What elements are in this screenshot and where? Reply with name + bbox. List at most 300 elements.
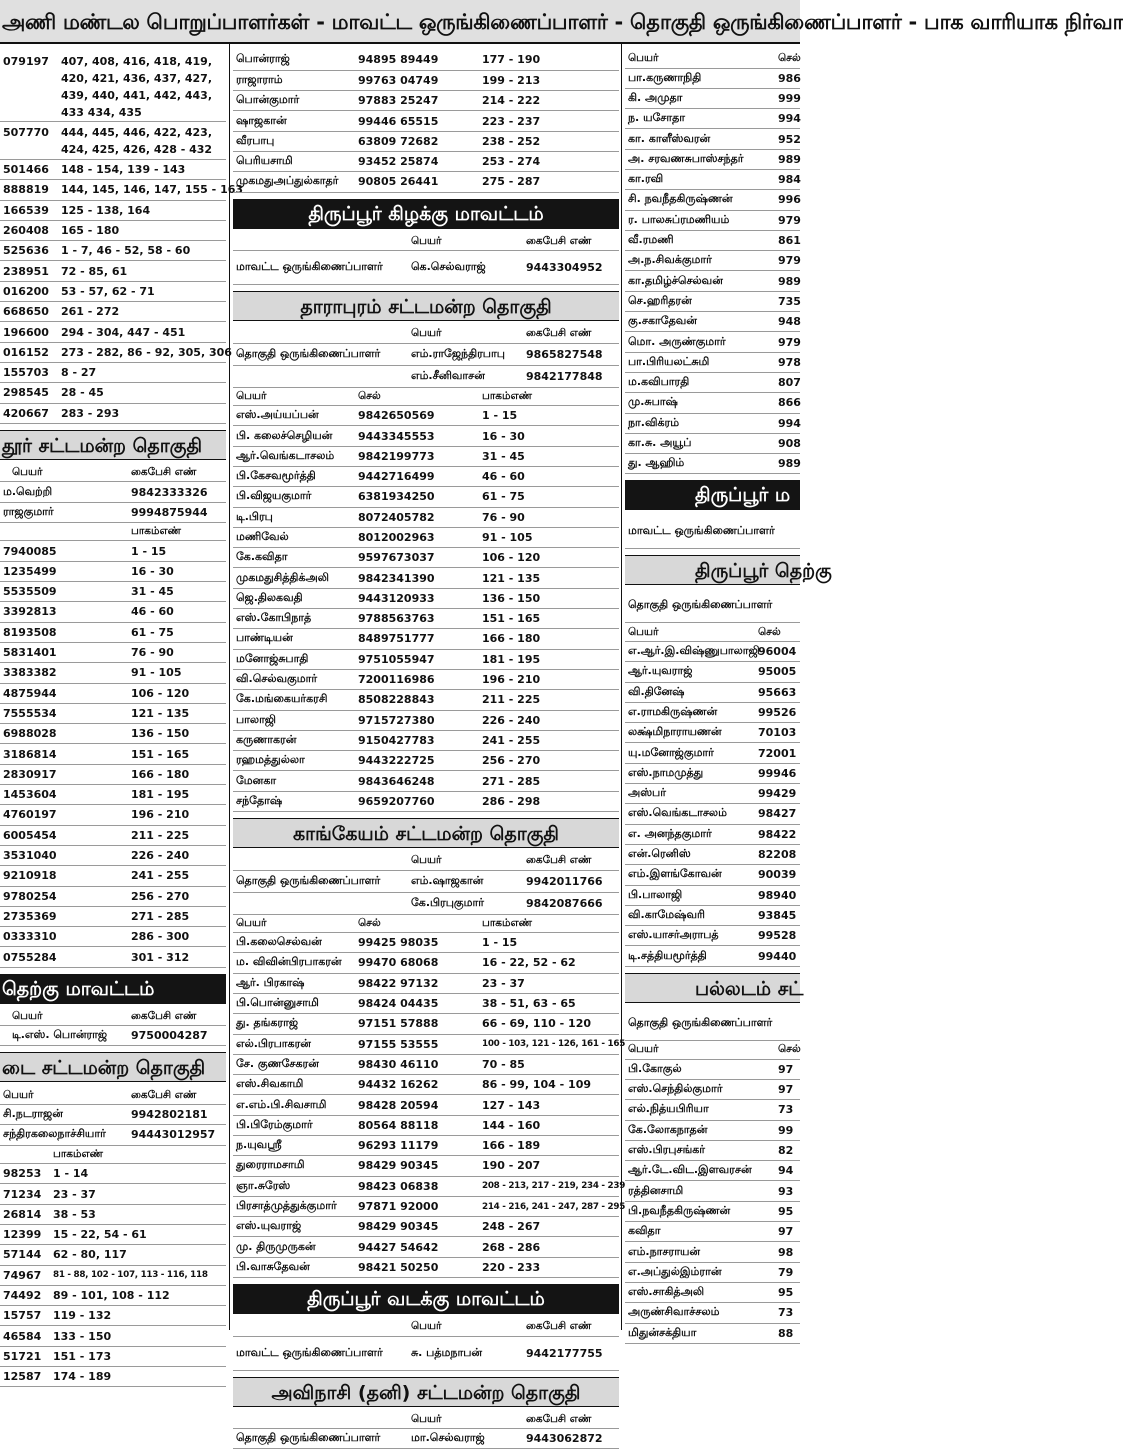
header-phone: கைபேசி எண் xyxy=(523,1318,619,1336)
cell-name: மு.சுபாஷ் xyxy=(625,393,775,413)
cell-booths: 76 - 90 xyxy=(128,642,226,662)
cell-booths: 181 - 195 xyxy=(128,785,226,805)
cell-name: எ. அனந்தகுமார் xyxy=(625,824,755,844)
cell-booths: 241 - 255 xyxy=(479,730,619,750)
cell-phone: 99763 04749 xyxy=(355,70,479,90)
table-row xyxy=(0,1164,226,1184)
table-row xyxy=(625,1161,800,1181)
cell-phone: 98428 20594 xyxy=(355,1095,479,1115)
cell-booths: 286 - 300 xyxy=(128,927,226,947)
cell-phone: 99446 65515 xyxy=(355,111,479,131)
booth-table xyxy=(625,623,800,966)
table-header xyxy=(625,1041,800,1059)
cell-booths: 223 - 237 xyxy=(479,111,619,131)
cell-phone: 989 xyxy=(775,454,800,474)
table-header xyxy=(0,1008,226,1026)
cell-phone: 9210918 xyxy=(0,866,128,886)
table-row xyxy=(625,332,800,352)
cell-booths: 1 - 15 xyxy=(479,406,619,426)
cell-name: எம்.சீனிவாசன் xyxy=(408,365,523,387)
booth-table xyxy=(0,50,244,424)
cell-phone: 7555534 xyxy=(0,703,128,723)
cell-phone: 996 xyxy=(775,190,800,210)
cell-name: ந.யுவஸ்ரீ xyxy=(233,1135,355,1155)
cell-name: எ.ராமகிருஷ்ணன் xyxy=(625,702,755,722)
cell-name: ராஜாராம் xyxy=(233,70,355,90)
table-row xyxy=(625,1140,800,1160)
table-row xyxy=(0,724,226,744)
cell-phone: 9443120933 xyxy=(355,588,479,608)
role-label: மாவட்ட ஒருங்கிணைப்பாளர் xyxy=(625,514,800,548)
cell-phone: 166539 xyxy=(0,200,58,220)
cell-phone: 079197 xyxy=(0,50,58,122)
cell-phone: 72001 xyxy=(755,743,800,763)
cell-phone: 98422 xyxy=(755,824,800,844)
cell-phone: 298545 xyxy=(0,383,58,403)
cell-phone: 6005454 xyxy=(0,825,128,845)
cell-phone: 5831401 xyxy=(0,642,128,662)
cell-booths: 66 - 69, 110 - 120 xyxy=(479,1014,619,1034)
cell-name: பி.கேசவமூர்த்தி xyxy=(233,466,355,486)
booth-table xyxy=(233,388,619,812)
cell-phone: 948 xyxy=(775,312,800,332)
coordinator-row xyxy=(233,1429,619,1449)
column-divider xyxy=(229,44,230,1330)
cell-phone: 4760197 xyxy=(0,805,128,825)
cell-booths: 144, 145, 146, 147, 155 - 163 xyxy=(58,180,226,200)
table-row xyxy=(625,169,800,189)
cell-name: ஞா.சுரேஸ் xyxy=(233,1176,355,1196)
cell-phone: 9150427783 xyxy=(355,730,479,750)
cell-booths: 444, 445, 446, 422, 423, 424, 425, 426, 428 - 432 xyxy=(58,122,226,160)
cell-booths: 148 - 154, 139 - 143 xyxy=(58,160,226,180)
header-phone: கைபேசி எண் xyxy=(128,1086,226,1104)
header-phone: கைபேசி எண் xyxy=(523,852,619,870)
cell-booths: 91 - 105 xyxy=(479,527,619,547)
cell-booths: 23 - 37 xyxy=(479,973,619,993)
cell-booths: 196 - 210 xyxy=(128,805,226,825)
cell-phone: 420667 xyxy=(0,403,58,423)
header-booth: பாகம்எண் xyxy=(479,915,619,933)
cell-phone: 989 xyxy=(775,271,800,291)
table-row xyxy=(233,507,619,527)
cell-phone: 95663 xyxy=(755,682,800,702)
cell-booths: 407, 408, 416, 418, 419, 420, 421, 436, 437, 427, 439, 440, 441, 442, 443, 433 434, 435 xyxy=(58,50,226,122)
cell-phone: 98 xyxy=(775,1242,800,1262)
table-row xyxy=(0,160,226,180)
cell-booths: 136 - 150 xyxy=(479,588,619,608)
cell-name: என்.ரெனிஸ் xyxy=(625,844,755,864)
cell-booths: 62 - 80, 117 xyxy=(50,1245,226,1265)
cell-phone: 9843646248 xyxy=(355,771,479,791)
coordinator-phone: 9443062872 xyxy=(523,1429,619,1449)
cell-booths: 261 - 272 xyxy=(58,302,226,322)
cell-phone: 88 xyxy=(775,1323,800,1343)
table-row xyxy=(625,372,800,392)
table-row xyxy=(0,866,226,886)
cell-booths: 70 - 85 xyxy=(479,1054,619,1074)
cell-name: பி.கோகுல் xyxy=(625,1059,775,1079)
cell-booths: 1 - 7, 46 - 52, 58 - 60 xyxy=(58,241,226,261)
cell-booths: 166 - 189 xyxy=(479,1135,619,1155)
role-label: மாவட்ட ஒருங்கிணைப்பாளர் xyxy=(233,1336,408,1370)
coordinator-phone: 9442177755 xyxy=(523,1336,619,1370)
table-row xyxy=(625,291,800,311)
cell-phone: 80564 88118 xyxy=(355,1115,479,1135)
cell-booths: 199 - 213 xyxy=(479,70,619,90)
table-row xyxy=(233,1156,619,1176)
header-name: பெயர் xyxy=(408,1411,523,1429)
role-label xyxy=(233,892,408,914)
coordinator-table xyxy=(233,1411,619,1449)
header-blank xyxy=(233,325,408,343)
cell-booths: 86 - 99, 104 - 109 xyxy=(479,1075,619,1095)
cell-name: எ.அப்துல்இம்ரான் xyxy=(625,1262,775,1282)
cell-phone: 9842087666 xyxy=(523,892,619,914)
section-title: டை சட்டமன்ற தொகுதி xyxy=(0,1052,226,1082)
cell-phone: 95 xyxy=(775,1282,800,1302)
table-row xyxy=(625,662,800,682)
table-row xyxy=(233,1196,619,1216)
table-row xyxy=(233,131,619,151)
booth-table xyxy=(0,1146,226,1388)
header-cell: செல் xyxy=(755,623,800,641)
table-row xyxy=(625,129,800,149)
table-row xyxy=(625,804,800,824)
cell-phone: 99440 xyxy=(755,946,800,966)
header-name: பெயர் xyxy=(408,852,523,870)
table-row xyxy=(0,541,226,561)
table-row xyxy=(0,1265,226,1285)
cell-phone: 8508228843 xyxy=(355,690,479,710)
role-label: மாவட்ட ஒருங்கிணைப்பாளர் xyxy=(233,251,408,285)
cell-name: எஸ்.நாமமுத்து xyxy=(625,763,755,783)
cell-phone: 12399 xyxy=(0,1224,50,1244)
table-header xyxy=(233,1318,619,1336)
table-row xyxy=(625,723,800,743)
cell-booths: 121 - 135 xyxy=(128,703,226,723)
table-row xyxy=(233,548,619,568)
coordinator-table xyxy=(0,1086,226,1145)
cell-phone: 7200116986 xyxy=(355,669,479,689)
table-row xyxy=(233,111,619,131)
cell-booths: 38 - 51, 63 - 65 xyxy=(479,993,619,1013)
cell-phone: 95 xyxy=(775,1201,800,1221)
table-header xyxy=(0,1086,226,1104)
cell-phone: 90039 xyxy=(755,865,800,885)
coordinator-table xyxy=(625,1007,800,1042)
table-row xyxy=(0,947,226,967)
cell-phone: 99425 98035 xyxy=(355,933,479,953)
cell-phone: 989 xyxy=(775,149,800,169)
cell-phone: 4875944 xyxy=(0,683,128,703)
cell-name: வி.தினேஷ் xyxy=(625,682,755,702)
table-row xyxy=(233,953,619,973)
booth-table xyxy=(0,523,226,968)
table-header xyxy=(233,1411,619,1429)
coordinator-name: டி.எஸ். பொன்ராஜ் xyxy=(0,1026,128,1046)
cell-phone: 9788563763 xyxy=(355,609,479,629)
table-header xyxy=(233,388,619,406)
coordinator-row xyxy=(233,1336,619,1370)
cell-name: ம.வெற்றி xyxy=(0,482,128,502)
cell-name: பாண்டியன் xyxy=(233,629,355,649)
table-row xyxy=(625,454,800,474)
table-row xyxy=(233,791,619,811)
cell-name: பி.விஜயகுமார் xyxy=(233,487,355,507)
cell-phone: 15757 xyxy=(0,1306,50,1326)
table-row xyxy=(0,261,226,281)
cell-name: எ.ஆர்.இ.விஷ்ணுபாலாஜி xyxy=(625,641,755,661)
table-row xyxy=(233,629,619,649)
cell-phone: 238951 xyxy=(0,261,58,281)
cell-phone: 82 xyxy=(775,1140,800,1160)
header-blank xyxy=(233,852,408,870)
table-row xyxy=(0,785,226,805)
table-row xyxy=(233,446,619,466)
cell-phone: 1453604 xyxy=(0,785,128,805)
cell-phone: 99526 xyxy=(755,702,800,722)
table-row xyxy=(625,1222,800,1242)
role-label: தொகுதி ஒருங்கிணைப்பாளர் xyxy=(625,1007,800,1041)
coordinator-table xyxy=(233,325,619,388)
table-row xyxy=(0,383,226,403)
table-row xyxy=(233,91,619,111)
cell-name: எல்.பிரபாகரன் xyxy=(233,1034,355,1054)
table-row xyxy=(0,744,226,764)
cell-name: வி.காமேஷ்வரி xyxy=(625,905,755,925)
table-row xyxy=(233,151,619,171)
cell-booths: 214 - 216, 241 - 247, 287 - 295 xyxy=(479,1196,619,1216)
cell-name: எஸ்.யாசர்அராபத் xyxy=(625,926,755,946)
cell-phone: 98940 xyxy=(755,885,800,905)
table-row xyxy=(625,763,800,783)
header-name: பெயர் xyxy=(0,1086,128,1104)
table-row xyxy=(0,50,226,122)
cell-name: எம்.ராஜேந்திரபாபு xyxy=(408,343,523,365)
header-blank xyxy=(0,523,128,541)
cell-name: ஜெ.திலகவதி xyxy=(233,588,355,608)
cell-name: அ. சரவணசுபாஸ்சந்தர் xyxy=(625,149,775,169)
cell-booths: 181 - 195 xyxy=(479,649,619,669)
cell-name: மிதுன்சக்தியா xyxy=(625,1323,775,1343)
cell-phone: 97151 57888 xyxy=(355,1014,479,1034)
table-row xyxy=(625,682,800,702)
table-row xyxy=(233,1115,619,1135)
cell-booths: 133 - 150 xyxy=(50,1326,226,1346)
cell-name: துரைராமசாமி xyxy=(233,1156,355,1176)
cell-phone: 5535509 xyxy=(0,582,128,602)
cell-name: எம்.நாசராயன் xyxy=(625,1242,775,1262)
cell-name: எஸ்.யுவராஜ் xyxy=(233,1217,355,1237)
cell-name: எம்.இளங்கோவன் xyxy=(625,865,755,885)
role-label: தொகுதி ஒருங்கிணைப்பாளர் xyxy=(233,1429,408,1449)
cell-name: கருணாகரன் xyxy=(233,730,355,750)
cell-phone: 73 xyxy=(775,1303,800,1323)
table-row xyxy=(233,1257,619,1277)
cell-phone: 994 xyxy=(775,413,800,433)
header-name: பெயர் xyxy=(625,623,755,641)
cell-name: மனோஜ்சுபாதி xyxy=(233,649,355,669)
cell-name: ரத்தினசாமி xyxy=(625,1181,775,1201)
cell-booths: 8 - 27 xyxy=(58,362,226,382)
header-cell: செல் xyxy=(355,388,479,406)
cell-name: பொன்குமார் xyxy=(233,91,355,111)
table-header xyxy=(233,852,619,870)
cell-phone: 46584 xyxy=(0,1326,50,1346)
cell-booths: 16 - 22, 52 - 62 xyxy=(479,953,619,973)
table-row xyxy=(0,342,226,362)
cell-name: எ.எம்.பி.சிவசாமி xyxy=(233,1095,355,1115)
table-row xyxy=(625,251,800,271)
cell-name: ராஜகுமார் xyxy=(0,502,128,522)
table-row xyxy=(625,702,800,722)
cell-phone: 9994875944 xyxy=(128,502,226,522)
header-name: பெயர் xyxy=(233,388,355,406)
table-row xyxy=(233,710,619,730)
cell-phone: 98427 xyxy=(755,804,800,824)
coordinator-name: மா.செல்வராஜ் xyxy=(408,1429,523,1449)
cell-booths: 177 - 190 xyxy=(479,50,619,70)
cell-name: ர. பாலசுப்ரமணியம் xyxy=(625,210,775,230)
cell-phone: 9842333326 xyxy=(128,482,226,502)
cell-booths: 268 - 286 xyxy=(479,1237,619,1257)
cell-phone: 979 xyxy=(775,332,800,352)
cell-phone: 8012002963 xyxy=(355,527,479,547)
table-row xyxy=(0,683,226,703)
cell-name: ந. யசோதா xyxy=(625,109,775,129)
table-row xyxy=(233,690,619,710)
cell-phone: 97 xyxy=(775,1079,800,1099)
cell-phone: 93 xyxy=(775,1181,800,1201)
cell-phone: 1235499 xyxy=(0,561,128,581)
coordinator-name: கெ.செல்வராஜ் xyxy=(408,251,523,285)
cell-name: கே.லோகநாதன் xyxy=(625,1120,775,1140)
cell-phone: 99429 xyxy=(755,784,800,804)
table-header xyxy=(233,915,619,933)
cell-name: கா.தமிழ்ச்செல்வன் xyxy=(625,271,775,291)
cell-phone: 8193508 xyxy=(0,622,128,642)
cell-booths: 61 - 75 xyxy=(128,622,226,642)
table-row xyxy=(0,602,226,622)
cell-booths: 253 - 274 xyxy=(479,151,619,171)
cell-booths: 151 - 165 xyxy=(128,744,226,764)
table-row xyxy=(0,281,226,301)
table-row xyxy=(0,622,226,642)
cell-booths: 119 - 132 xyxy=(50,1306,226,1326)
cell-phone: 94 xyxy=(775,1161,800,1181)
cell-phone: 9842177848 xyxy=(523,365,619,387)
cell-phone: 994 xyxy=(775,109,800,129)
cell-name: பொன்ராஜ் xyxy=(233,50,355,70)
section-title: திருப்பூர் தெற்கு xyxy=(625,555,800,585)
section-title: திருப்பூர் ம xyxy=(625,480,800,510)
cell-phone: 99 xyxy=(775,1120,800,1140)
cell-booths: 46 - 60 xyxy=(128,602,226,622)
booth-table xyxy=(233,915,626,1279)
coordinator-row xyxy=(0,1125,226,1145)
header-phone: கைபேசி எண் xyxy=(523,1411,619,1429)
cell-name: வீ.ரமணி xyxy=(625,230,775,250)
cell-booths: 16 - 30 xyxy=(479,426,619,446)
header-name: பெயர் xyxy=(625,1041,775,1059)
cell-phone: 99946 xyxy=(755,763,800,783)
header-cell: செல் xyxy=(355,915,479,933)
cell-phone: 9842341390 xyxy=(355,568,479,588)
header-phone: கைபேசி எண் xyxy=(128,1008,226,1026)
coordinator-phone: 9443304952 xyxy=(523,251,619,285)
table-row xyxy=(625,1242,800,1262)
header-name: பெயர் xyxy=(408,233,523,251)
cell-name: எஸ்.பிரபுசங்கர் xyxy=(625,1140,775,1160)
cell-phone: 94427 54642 xyxy=(355,1237,479,1257)
table-row xyxy=(233,406,619,426)
table-row xyxy=(625,210,800,230)
cell-phone: 9751055947 xyxy=(355,649,479,669)
cell-phone: 93845 xyxy=(755,905,800,925)
cell-phone: 6988028 xyxy=(0,724,128,744)
cell-name: கா.ரவி xyxy=(625,169,775,189)
table-row xyxy=(625,743,800,763)
table-row xyxy=(0,1204,226,1224)
cell-phone: 9865827548 xyxy=(523,343,619,365)
cell-booths: 121 - 135 xyxy=(479,568,619,588)
header-name: பெயர் xyxy=(233,915,355,933)
cell-name: பிரசாத்முத்துக்குமார் xyxy=(233,1196,355,1216)
cell-booths: 273 - 282, 86 - 92, 305, 306 xyxy=(58,342,226,362)
cell-booths: 16 - 30 xyxy=(128,561,226,581)
cell-phone: 8072405782 xyxy=(355,507,479,527)
header-blank xyxy=(233,1411,408,1429)
cell-name: து. ஆஹிம் xyxy=(625,454,775,474)
cell-name: பி.பிரேம்குமார் xyxy=(233,1115,355,1135)
table-row xyxy=(233,730,619,750)
cell-name: ஆர்.யுவராஜ் xyxy=(625,662,755,682)
cell-booths: 144 - 160 xyxy=(479,1115,619,1135)
cell-booths: 241 - 255 xyxy=(128,866,226,886)
table-row xyxy=(625,1303,800,1323)
cell-phone: 260408 xyxy=(0,220,58,240)
cell-booths: 301 - 312 xyxy=(128,947,226,967)
table-row xyxy=(233,993,619,1013)
table-row xyxy=(0,1245,226,1265)
cell-booths: 196 - 210 xyxy=(479,669,619,689)
cell-name: எஸ்.சாகித்அலி xyxy=(625,1282,775,1302)
table-row xyxy=(0,845,226,865)
cell-phone: 9780254 xyxy=(0,886,128,906)
cell-name: பா.கருணாநிதி xyxy=(625,68,775,88)
cell-phone: 98421 50250 xyxy=(355,1257,479,1277)
cell-phone: 525636 xyxy=(0,241,58,261)
cell-name: சந்திரகலைநாச்சியார் xyxy=(0,1125,128,1145)
cell-name: பாலாஜி xyxy=(233,710,355,730)
table-row xyxy=(625,1262,800,1282)
table-row xyxy=(233,1135,619,1155)
table-row xyxy=(625,1282,800,1302)
header-cell: செல் xyxy=(775,1041,800,1059)
table-row xyxy=(233,568,619,588)
cell-phone: 57144 xyxy=(0,1245,50,1265)
cell-name: செ.ஹரிதரன் xyxy=(625,291,775,311)
coordinator-row xyxy=(233,870,619,892)
cell-phone: 98424 04435 xyxy=(355,993,479,1013)
booth-table xyxy=(625,50,800,474)
table-row xyxy=(625,433,800,453)
cell-booths: 190 - 207 xyxy=(479,1156,619,1176)
coordinator-table xyxy=(233,233,619,286)
cell-phone: 95005 xyxy=(755,662,800,682)
cell-booths: 31 - 45 xyxy=(479,446,619,466)
